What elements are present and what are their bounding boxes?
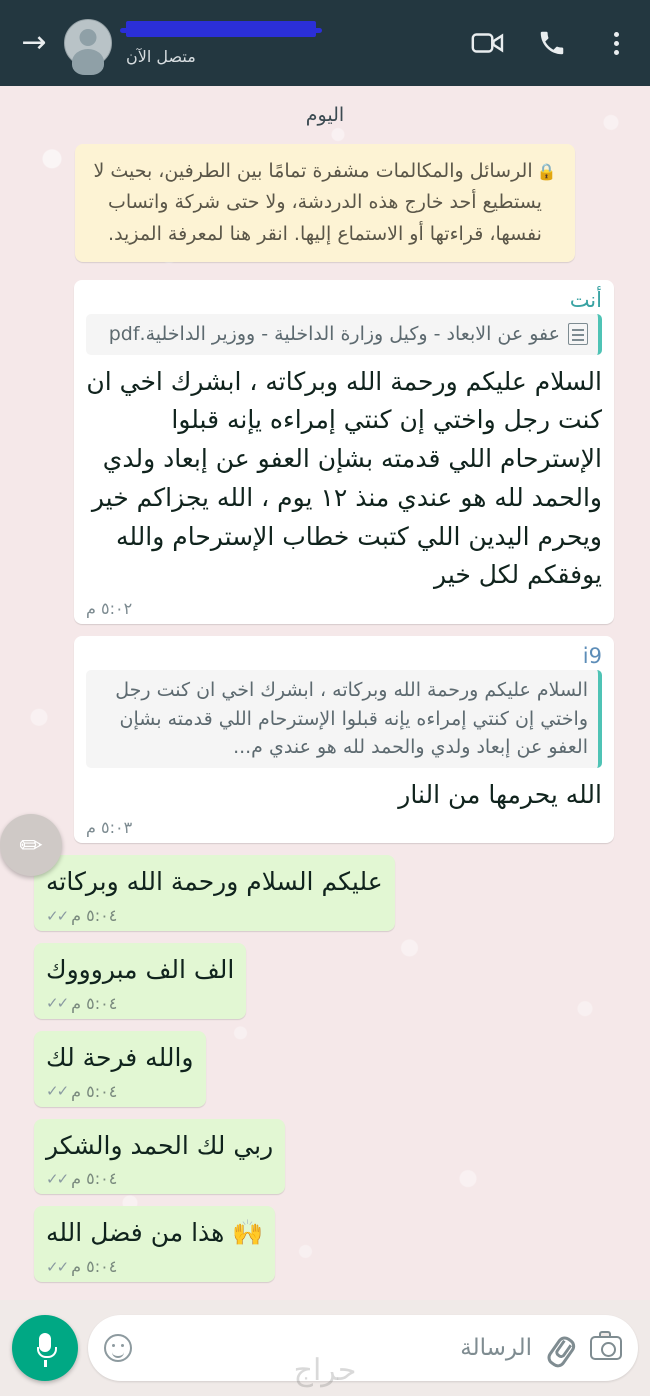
message-time: ٥:٠٤ م [71, 993, 118, 1013]
contact-name-redacted[interactable] [126, 21, 316, 37]
message-bubble-outgoing[interactable] [34, 1206, 275, 1282]
kebab-menu-icon[interactable] [596, 21, 636, 65]
lock-icon: 🔒 [536, 162, 557, 181]
message-meta [46, 1257, 263, 1276]
message-row-outgoing [12, 1031, 638, 1119]
day-divider-label: اليوم [305, 104, 345, 126]
message-bubble-outgoing[interactable] [34, 855, 395, 931]
camera-icon[interactable] [590, 1336, 622, 1360]
arrow-right-icon[interactable]: → [21, 25, 47, 60]
phone-icon[interactable] [532, 21, 572, 65]
read-receipt-icon: ✓✓ [46, 994, 68, 1013]
message-text: والله فرحة لك [46, 1042, 194, 1072]
paperclip-icon[interactable] [542, 1329, 579, 1367]
quoted-message[interactable] [86, 670, 602, 768]
day-divider [12, 102, 638, 128]
message-time: ٥:٠٣ م [86, 818, 133, 838]
message-time: ٥:٠٤ م [71, 1081, 118, 1101]
message-meta [86, 818, 602, 837]
message-row-outgoing [12, 1206, 638, 1294]
message-text: الف الف مبروووك [46, 955, 235, 985]
message-text: عليكم السلام ورحمة الله وبركاته [46, 867, 383, 897]
read-receipt-icon: ✓✓ [46, 1169, 68, 1188]
message-text: 🙌 هذا من فضل الله [46, 1218, 264, 1248]
read-receipt-icon: ✓✓ [46, 1257, 68, 1276]
quoted-document-name: عفو عن الابعاد - وكيل وزارة الداخلية - ووزير الداخلية.pdf [108, 323, 560, 346]
watermark: حراج [293, 1353, 357, 1389]
read-receipt-icon: ✓✓ [46, 906, 68, 925]
message-meta [46, 1169, 273, 1188]
microphone-icon[interactable] [12, 1315, 78, 1381]
message-row-outgoing [12, 943, 638, 1031]
message-time: ٥:٠٤ م [71, 1169, 118, 1189]
quoted-message-text: السلام عليكم ورحمة الله وبركاته ، ابشرك اخي ان كنت رجل واختي إن كنتي إمراءه يإنه قبلوا الإسترحام اللي قدمته بشإن العفو عن إبعاد ولدي والحمد لله هو عندي م... [115, 679, 588, 759]
message-input-pill[interactable] [88, 1315, 638, 1381]
message-sender: i9 [582, 644, 602, 669]
message-meta [46, 994, 234, 1013]
encryption-notice-text: الرسائل والمكالمات مشفرة تمامًا بين الطرفين، بحيث لا يستطيع أحد خارج هذه الدردشة، ولا حتى شركة واتساب نفسها، قراءتها أو الاستماع إليها. انقر هنا لمعرفة المزيد. [93, 160, 542, 245]
contact-status: متصل الآن [126, 46, 196, 66]
avatar[interactable] [64, 19, 112, 67]
message-bubble-outgoing[interactable] [34, 943, 246, 1019]
chat-header [0, 0, 650, 86]
quoted-document[interactable] [86, 314, 602, 355]
message-row-outgoing [12, 855, 638, 943]
read-receipt-icon: ✓✓ [46, 1082, 68, 1101]
message-row-outgoing [12, 1119, 638, 1207]
pencil-icon[interactable]: ✏ [0, 814, 62, 876]
message-bubble-incoming[interactable] [74, 280, 614, 624]
message-sender: أنت [569, 288, 602, 313]
emoji-smiley-icon[interactable] [104, 1334, 132, 1362]
message-bubble-outgoing[interactable] [34, 1031, 206, 1107]
message-meta [86, 599, 602, 618]
message-meta [46, 906, 383, 925]
message-time: ٥:٠٢ م [86, 599, 133, 619]
message-text: ربي لك الحمد والشكر [46, 1130, 274, 1160]
message-meta [46, 1082, 194, 1101]
message-input-placeholder[interactable]: الرسالة [460, 1335, 532, 1362]
message-composer [0, 1300, 650, 1396]
message-bubble-incoming[interactable] [74, 636, 614, 843]
message-bubble-outgoing[interactable] [34, 1119, 285, 1195]
message-text: السلام عليكم ورحمة الله وبركاته ، ابشرك اخي ان كنت رجل واختي إن كنتي إمراءه يإنه قبلوا الإسترحام اللي قدمته بشإن العفو عن إبعاد ولدي والحمد لله هو عندي منذ ١٢ يوم ، الله يجزاكم خير ويحرم اليدين اللي كتبت خطاب الإسترحام والله يوفقكم لكل خير [86, 366, 602, 590]
document-icon [568, 323, 588, 345]
message-time: ٥:٠٤ م [71, 906, 118, 926]
message-time: ٥:٠٤ م [71, 1257, 118, 1277]
encryption-notice[interactable] [75, 144, 575, 262]
video-camera-icon[interactable] [468, 21, 508, 65]
message-text: الله يحرمها من النار [398, 779, 602, 809]
message-list[interactable] [0, 86, 650, 1300]
